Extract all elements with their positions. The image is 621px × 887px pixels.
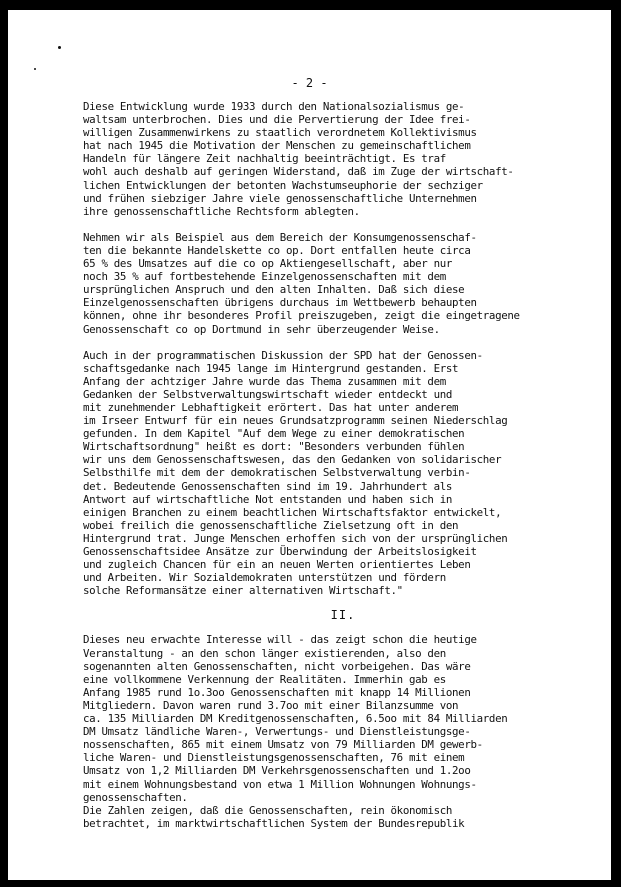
scan-speck: [34, 68, 36, 70]
text-line: genossenschaften.: [83, 790, 188, 804]
text-line: ursprünglichen Anspruch und den alten Inhalten. Daß sich diese: [83, 283, 465, 297]
text-line: solche Reformansätze einer alternativen Wirtschaft.": [83, 584, 403, 598]
text-line: wir uns dem Genossenschaftswesen, das den Gedanken von solidarischer: [83, 453, 502, 467]
text-line: im Irseer Entwurf für ein neues Grundsatzprogramm seinen Niederschlag: [83, 414, 508, 428]
text-line: und zugleich Chancen für ein an neuen Werten orientiertes Leben: [83, 558, 471, 572]
paragraph: [83, 231, 603, 336]
text-line: und frühen siebziger Jahre viele genossenschaftliche Unternehmen: [83, 191, 477, 205]
text-line: einigen Branchen zu einem beachtlichen Wirtschaftsfaktor entwickelt,: [83, 505, 502, 519]
text-line: Antwort auf wirtschaftliche Not entstanden und haben sich in: [83, 492, 453, 506]
text-line: Handeln für längere Zeit nachhaltig beeinträchtigt. Es traf: [83, 152, 446, 166]
text-line: det. Bedeutende Genossenschaften sind im 19. Jahrhundert als: [83, 479, 453, 493]
section-1-paragraphs: [83, 100, 603, 597]
text-line: betrachtet, im marktwirtschaftlichen System der Bundesrepublik: [83, 816, 465, 830]
paragraph: [83, 100, 603, 218]
text-line: Genossenschaft co op Dortmund in sehr überzeugender Weise.: [83, 322, 440, 336]
text-line: Veranstaltung - an den schon länger existierenden, also den: [83, 646, 446, 660]
text-line: Hintergrund trat. Junge Menschen erhoffen sich von der ursprünglichen: [83, 531, 508, 545]
text-line: Nehmen wir als Beispiel aus dem Bereich der Konsumgenossenschaf-: [83, 230, 477, 244]
text-line: und Arbeiten. Wir Sozialdemokraten unterstützen und fördern: [83, 571, 446, 585]
paragraph: [83, 633, 603, 829]
text-line: können, ohne ihr besonderes Profil preiszugeben, zeigt die eingetragene: [83, 309, 520, 323]
text-line: Anfang 1985 rund 1o.3oo Genossenschaften mit knapp 14 Millionen: [83, 685, 471, 699]
text-line: hat nach 1945 die Motivation der Menschen zu gemeinschaftlichem: [83, 139, 471, 153]
body-text: [83, 100, 603, 830]
text-line: ca. 135 Milliarden DM Kreditgenossenschaften, 6.5oo mit 84 Milliarden: [83, 712, 508, 726]
text-line: willigen Zusammenwirkens zu staatlich verordnetem Kollektivismus: [83, 126, 477, 140]
text-line: liche Waren- und Dienstleistungsgenossenschaften, 76 mit einem: [83, 751, 465, 765]
text-line: Auch in der programmatischen Diskussion der SPD hat der Genossen-: [83, 348, 483, 362]
text-line: sogenannten alten Genossenschaften, nicht vorbeigehen. Das wäre: [83, 659, 471, 673]
text-line: Dieses neu erwachte Interesse will - das zeigt schon die heutige: [83, 633, 477, 647]
text-line: wobei freilich die genossenschaftliche Zielsetzung oft in den: [83, 518, 459, 532]
text-line: Einzelgenossenschaften übrigens durchaus im Wettbewerb behaupten: [83, 296, 477, 310]
paragraph: [83, 349, 603, 598]
section-heading: II.: [330, 608, 356, 623]
text-line: gefunden. In dem Kapitel "Auf dem Wege zu einer demokratischen: [83, 427, 465, 441]
text-line: 65 % des Umsatzes auf die co op Aktiengesellschaft, aber nur: [83, 257, 453, 271]
text-line: Selbsthilfe mit dem der demokratischen Selbstverwaltung verbin-: [83, 466, 471, 480]
text-line: mit einem Wohnungsbestand von etwa 1 Million Wohnungen Wohnungs-: [83, 777, 477, 791]
text-line: Anfang der achtziger Jahre wurde das Thema zusammen mit dem: [83, 374, 446, 388]
text-line: Gedanken der Selbstverwaltungswirtschaft wieder entdeckt und: [83, 387, 453, 401]
document-page: [8, 10, 611, 880]
text-line: nossenschaften, 865 mit einem Umsatz von 79 Milliarden DM gewerb-: [83, 738, 483, 752]
text-line: DM Umsatz ländliche Waren-, Verwertungs- und Dienstleistungsge-: [83, 725, 471, 739]
text-line: Mitgliedern. Davon waren rund 3.7oo mit einer Bilanzsumme von: [83, 698, 459, 712]
text-line: ihre genossenschaftliche Rechtsform ablegten.: [83, 204, 360, 218]
text-line: lichen Entwicklungen der betonten Wachstumseuphorie der sechziger: [83, 178, 483, 192]
text-line: eine vollkommene Verkennung der Realitäten. Immerhin gab es: [83, 672, 446, 686]
text-line: Genossenschaftsidee Ansätze zur Überwindung der Arbeitslosigkeit: [83, 545, 477, 558]
text-line: mit zunehmender Lebhaftigkeit erörtert. Das hat unter anderem: [83, 400, 459, 414]
text-line: Umsatz von 1,2 Milliarden DM Verkehrsgenossenschaften und 1.2oo: [83, 764, 471, 778]
text-line: noch 35 % auf fortbestehende Einzelgenossenschaften mit dem: [83, 270, 446, 284]
page-number: - 2 -: [291, 76, 328, 90]
section-2-paragraphs: [83, 633, 603, 829]
text-line: Diese Entwicklung wurde 1933 durch den Nationalsozialismus ge-: [83, 100, 465, 113]
text-line: ten die bekannte Handelskette co op. Dort entfallen heute circa: [83, 243, 471, 257]
text-line: schaftsgedanke nach 1945 lange im Hintergrund gestanden. Erst: [83, 361, 459, 375]
text-line: Die Zahlen zeigen, daß die Genossenschaften, rein ökonomisch: [83, 803, 453, 817]
text-line: wohl auch deshalb auf geringen Widerstand, daß im Zuge der wirtschaft-: [83, 165, 514, 179]
scan-speck: [58, 46, 61, 49]
text-line: Wirtschaftsordnung" heißt es dort: "Besonders verbunden fühlen: [83, 440, 465, 454]
text-line: waltsam unterbrochen. Dies und die Pervertierung der Idee frei-: [83, 113, 471, 127]
